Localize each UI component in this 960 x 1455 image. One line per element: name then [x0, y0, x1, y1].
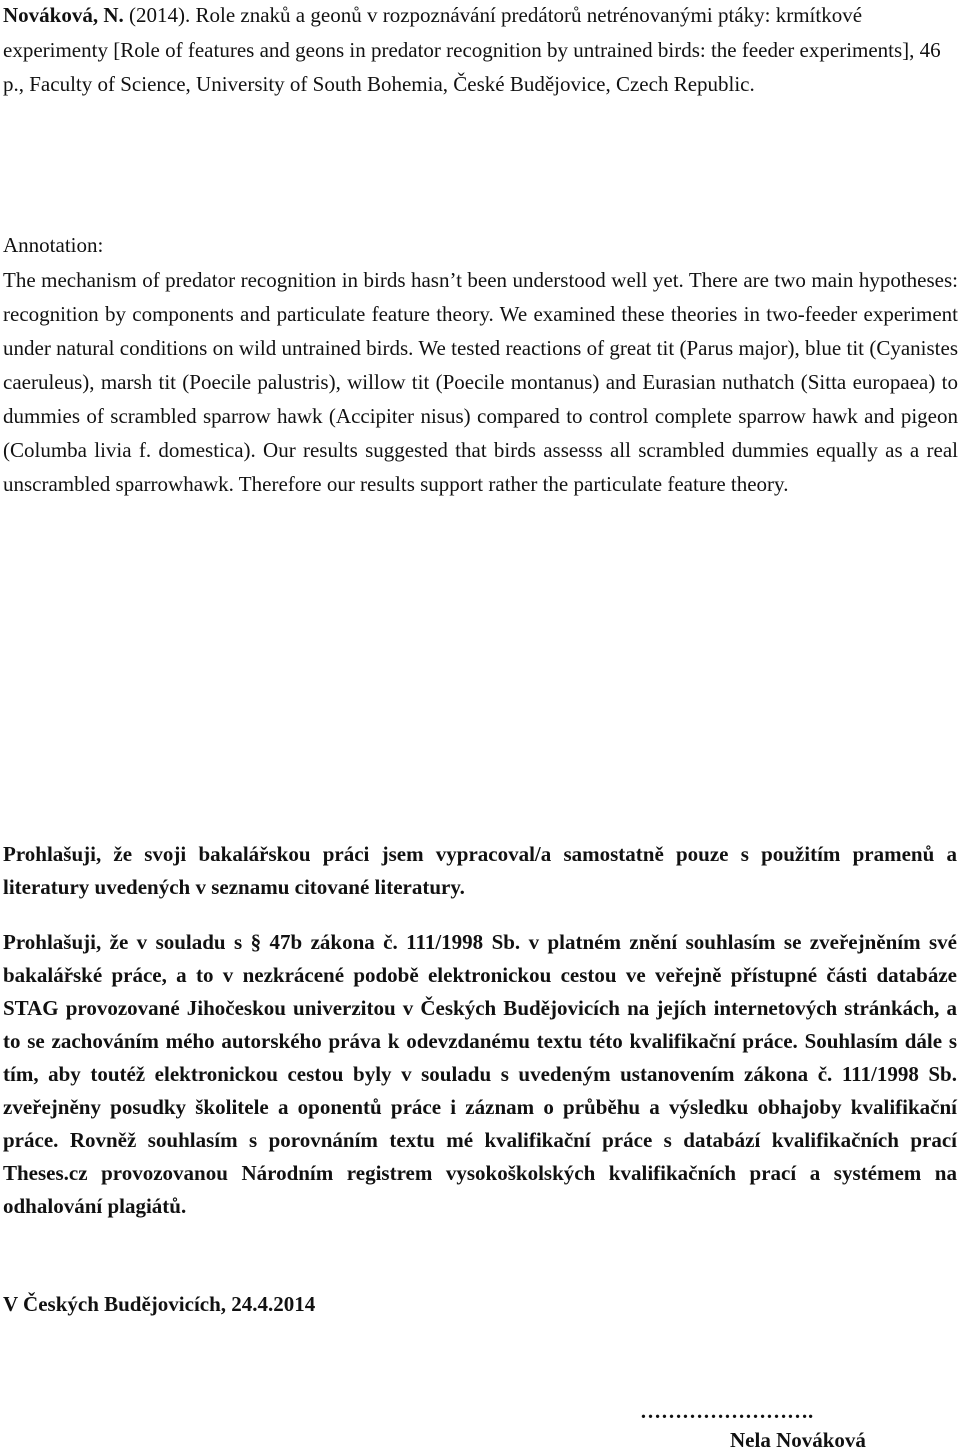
annotation-text: The mechanism of predator recognition in birds hasn’t been understood well yet. There are two main hypotheses: recognition by components and particulate feature theory. We examined these theories in two-feeder experiment under natural conditions on wild untrained birds. We tested reactions of great tit (Parus major), blue tit (Cyanistes caeruleus), marsh tit (Poecile palustris), willow tit (Poecile montanus) and Eurasian nuthatch (Sitta europaea) to dummies of scrambled sparrow hawk (Accipiter nisus) compared to control complete sparrow hawk and pigeon (Columba livia f. domestica). Our results suggested that birds assesss all scrambled dummies equally as a real unscrambled sparrowhawk. Therefore our results support rather the particulate feature theory. [3, 268, 958, 496]
citation-author: Nováková, N. [3, 3, 124, 27]
citation [3, 0, 955, 102]
place-and-date: V Českých Budějovicích, 24.4.2014 [3, 1292, 316, 1316]
annotation-heading: Annotation: [3, 233, 104, 257]
signature-line: ……………………. [640, 1399, 814, 1423]
declaration-paragraph-1: Prohlašuji, že svoji bakalářskou práci jsem vypracoval/a samostatně pouze s použitím pramenů a literatury uvedených v seznamu citované literatury. [3, 842, 957, 899]
signature-name: Nela Nováková [730, 1428, 866, 1452]
citation-text: (2014). Role znaků a geonů v rozpoznávání predátorů netrénovanými ptáky: krmítkové experimenty [Role of features and geons in predator recognition by untrained birds: the feeder experiments], 46 p., Faculty of Science, University of South Bohemia, České Budějovice, Czech Republic. [3, 3, 941, 96]
declaration-paragraph-2: Prohlašuji, že v souladu s § 47b zákona č. 111/1998 Sb. v platném znění souhlasím se zveřejněním své bakalářské práce, a to v nezkrácené podobě elektronickou cestou ve veřejně přístupné části databáze STAG provozované Jihočeskou univerzitou v Českých Budějovicích na jejích internetových stránkách, a to se zachováním mého autorského práva k odevzdanému textu této kvalifikační práce. Souhlasím dále s tím, aby toutéž elektronickou cestou byly v souladu s uvedeným ustanovením zákona č. 111/1998 Sb. zveřejněny posudky školitele a oponentů práce i záznam o průběhu a výsledku obhajoby kvalifikační práce. Rovněž souhlasím s porovnáním textu mé kvalifikační práce s databází kvalifikačních prací Theses.cz provozovanou Národním registrem vysokoškolských kvalifikačních prací a systémem na odhalování plagiátů. [3, 930, 957, 1218]
